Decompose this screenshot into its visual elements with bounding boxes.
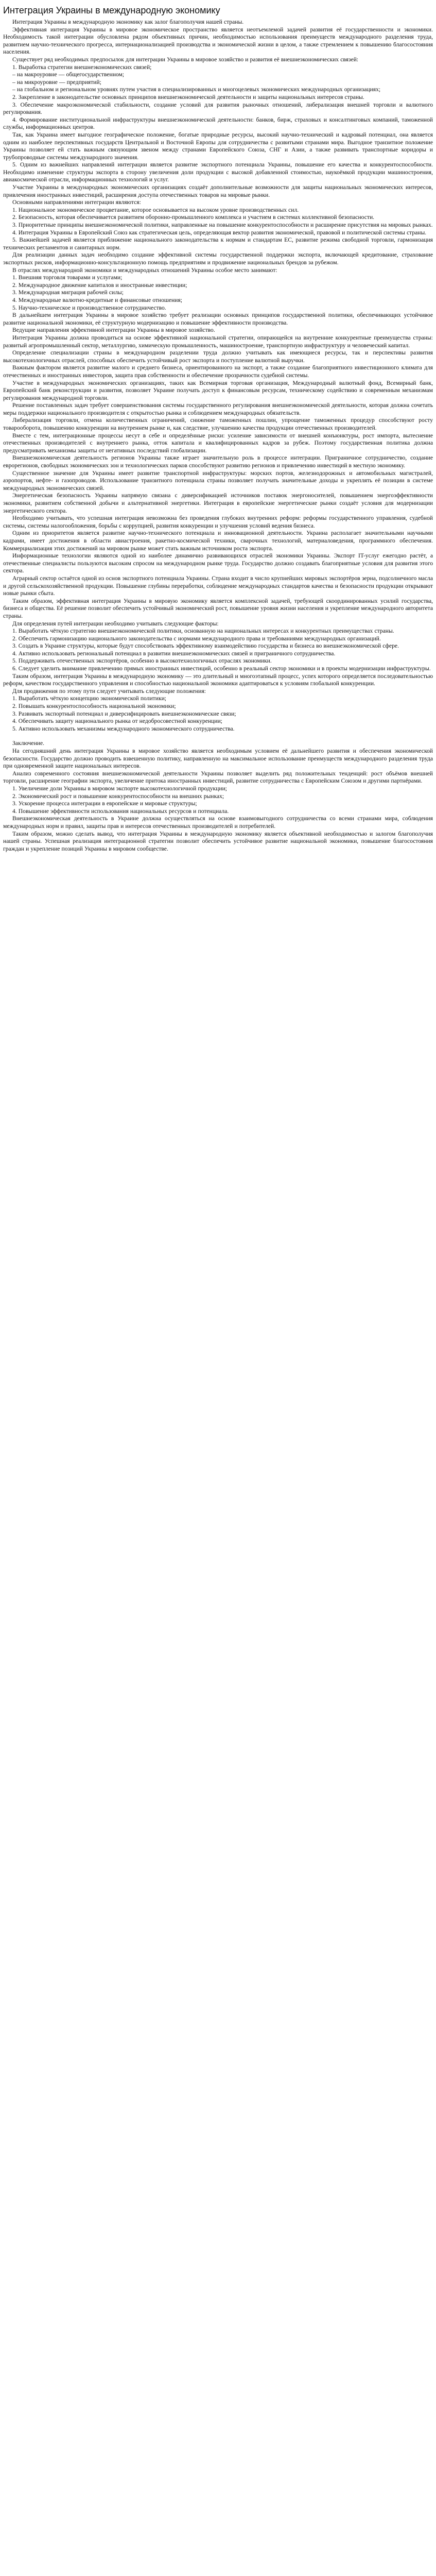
- document-body: [3, 19, 433, 853]
- paragraph: Существенное значение для Украины имеет развитие транспортной инфраструктуры: морских портов, железнодорожных и автомобильных магистралей, аэропортов, нефте- и газопроводов. Использование транзитного потенциала страны позволяет получать значительные доходы и укреплять её позиции в системе международных экономических связей.: [3, 469, 433, 492]
- paragraph: Участие в международных экономических организациях, таких как Всемирная торговая организация, Международный валютный фонд, Всемирный банк, Европейский банк реконструкции и развития, позволяет Украине получать доступ к финансовым ресурсам, техническому содействию и современным механизмам регулирования международной торговли.: [3, 379, 433, 401]
- paragraph: Энергетическая безопасность Украины напрямую связана с диверсификацией источников поставок энергоносителей, повышением энергоэффективности экономики, развитием собственной добычи и альтернативной энергетики. Интеграция в европейские энергетические рынки создаёт условия для модернизации энергетического сектора.: [3, 492, 433, 514]
- paragraph: 1. Внешняя торговля товарами и услугами;: [12, 274, 123, 281]
- paragraph: В дальнейшем интеграция Украины в мировое хозяйство требует реализации основных принципов государственной политики, обеспечивающих устойчивое развитие национальной экономики, её структурную модернизацию и повышение эффективности производства.: [3, 312, 433, 326]
- paragraph: 5. Одним из важнейших направлений интеграции является развитие экспортного потенциала Украины, повышение его качества и конкурентоспособности. Необходимо изменение структуры экспорта в сторону увеличения доли продукции с высокой добавленной стоимостью, наукоёмкой продукции машиностроения, авиакосмической отрасли, информационных технологий и услуг.: [3, 161, 433, 183]
- paragraph: 1. Национальное экономическое процветание, которое основывается на высоком уровне производственных сил.: [12, 206, 299, 213]
- paragraph: Для определения путей интеграции необходимо учитывать следующие факторы:: [12, 620, 219, 627]
- paragraph: Ведущие направления эффективной интеграции Украины в мировое хозяйство.: [12, 327, 215, 334]
- paragraph: Существует ряд необходимых предпосылок для интеграции Украины в мировое хозяйство и развития её внешнеэкономических связей:: [12, 56, 359, 63]
- paragraph: Информационные технологии являются одной из наиболее динамично развивающихся отраслей экономики Украины. Экспорт IT-услуг ежегодно растёт, а отечественные специалисты пользуются высоким спросом на международном рынке труда. Государство должно создавать благоприятные условия для развития этого сектора.: [3, 552, 433, 574]
- paragraph: Внешнеэкономическая деятельность в Украине должна осуществляться на основе взаимовыгодного сотрудничества со всеми странами мира, соблюдения международных норм и правил, защиты прав и интересов отечественных производителей и потребителей.: [3, 815, 433, 829]
- paragraph: 5. Поддерживать отечественных экспортёров, особенно в высокотехнологичных отраслях экономики.: [12, 657, 272, 665]
- paragraph: Либерализация торговли, отмена количественных ограничений, снижение таможенных пошлин, упрощение таможенных процедур способствуют росту товарооборота, повышению конкуренции на внутреннем рынке и, как следствие, улучшению качества продукции отечественных производителей.: [3, 417, 433, 432]
- paragraph: 2. Обеспечить гармонизацию национального законодательства с нормами международного права и требованиями международных организаций.: [12, 635, 381, 642]
- paragraph: Важным фактором является развитие малого и среднего бизнеса, ориентированного на экспорт, а также создание благоприятного инвестиционного климата для отечественных и иностранных инвесторов, защита прав собственности и обеспечение прозрачности судебной системы.: [3, 364, 433, 379]
- paragraph: 2. Закрепление в законодательстве основных принципов внешнеэкономической деятельности и защиты национальных интересов страны.: [12, 93, 364, 100]
- paragraph: Основными направлениями интеграции являются:: [12, 199, 141, 206]
- paragraph: Так, как Украина имеет выгодное географическое положение, богатые природные ресурсы, высокий научно-технический и кадровый потенциал, она является одним из наиболее перспективных государств Центральной и Восточной Европы для сотрудничества с развитыми странами мира. Выгодное транзитное положение Украины позволяет ей стать важным связующим звеном между странами Европейского Союза, СНГ и Азии, а также развивать транспортные коридоры и трубопроводные системы международного значения.: [3, 131, 433, 161]
- paragraph: На сегодняшний день интеграция Украины в мировое хозяйство является необходимым условием её дальнейшего развития и обеспечения экономической безопасности. Государство должно проводить взвешенную политику, направленную на максимальное использование преимуществ международного разделения труда при одновременной защите национальных интересов.: [3, 748, 433, 770]
- paragraph: Таким образом, интеграция Украины в международную экономику — это длительный и многоэтапный процесс, успех которого определяется последовательностью реформ, качеством государственного управления и способностью национальной экономики адаптироваться к условиям глобальной конкуренции.: [3, 672, 433, 687]
- paragraph: 1. Выработка стратегии внешнеэкономических связей;: [12, 63, 152, 71]
- paragraph: 5. Научно-техническое и производственное сотрудничество.: [12, 304, 166, 311]
- paragraph: 2. Безопасность, которая обеспечивается развитием оборонно-промышленного комплекса и участием в системах коллективной безопасности.: [12, 214, 375, 221]
- paragraph: – на микроуровне — предприятий;: [12, 78, 101, 86]
- paragraph: Интеграция Украины должна проводиться на основе эффективной национальной стратегии, опирающейся на внутренние конкурентные преимущества страны: развитый агропромышленный сектор, металлургию, химическую промышленность, машиностроение, транспортную инфраструктуру и человеческий капитал.: [3, 334, 433, 349]
- paragraph: Необходимо учитывать, что успешная интеграция невозможна без проведения глубоких внутренних реформ: реформы государственного управления, судебной системы, системы налогообложения, борьбы с коррупцией, развития конкуренции и улучшения условий ведения бизнеса.: [3, 515, 433, 529]
- paragraph: Анализ современного состояния внешнеэкономической деятельности Украины позволяет выделить ряд положительных тенденций: рост объёмов внешней торговли, расширение географии экспорта, увеличение притока иностранных инвестиций, развитие сотрудничества с Европейским Союзом и другими партнёрами.: [3, 770, 433, 785]
- paragraph: 1. Выработать чёткую стратегию внешнеэкономической политики, основанную на национальных интересах и конкурентных преимуществах страны.: [12, 628, 394, 635]
- paragraph: 2. Международное движение капиталов и иностранные инвестиции;: [12, 281, 187, 289]
- paragraph: 3. Приоритетные принципы внешнеэкономической политики, направленные на повышение конкурентоспособности и расширение присутствия на мировых рынках.: [12, 222, 433, 229]
- paragraph: 4. Активно использовать региональный потенциал в развитии внешнеэкономических связей и приграничного сотрудничества.: [12, 650, 336, 657]
- paragraph: Аграрный сектор остаётся одной из основ экспортного потенциала Украины. Страна входит в число крупнейших мировых экспортёров зерна, подсолнечного масла и другой сельскохозяйственной продукции. Повышение глубины переработки, соблюдение международных стандартов качества и безопасности продукции открывают новые рынки сбыта.: [3, 574, 433, 597]
- paragraph: Внешнеэкономическая деятельность регионов Украины также играет значительную роль в процессе интеграции. Приграничное сотрудничество, создание еврорегионов, свободных экономических зон и технологических парков способствуют развитию регионов и привлечению инвестиций в местную экономику.: [3, 454, 433, 469]
- paragraph: 5. Активно использовать механизмы международного экономического сотрудничества.: [12, 725, 235, 732]
- paragraph: – на макроуровне — общегосударственном;: [12, 71, 125, 78]
- paragraph: 1. Увеличение доли Украины в мировом экспорте высокотехнологичной продукции;: [12, 785, 227, 792]
- paragraph: Решение поставленных задач требует совершенствования системы государственного регулирования внешнеэкономической деятельности, которая должна сочетать меры поддержки национального производителя с открытостью рынка и соблюдением международных обязательств.: [3, 402, 433, 416]
- paragraph: 4. Обеспечивать защиту национального рынка от недобросовестной конкуренции;: [12, 718, 222, 725]
- paragraph: 4. Международные валютно-кредитные и финансовые отношения;: [12, 296, 182, 303]
- paragraph: Интеграция Украины в международную экономику как залог благополучия нашей страны.: [12, 19, 244, 25]
- paragraph: 3. Обеспечение макроэкономической стабильности, создание условий для развития рыночных отношений, либерализация внешней торговли и валютного регулирования.: [3, 101, 433, 116]
- paragraph: Участие Украины в международных экономических организациях создаёт дополнительные возможности для защиты национальных экономических интересов, привлечения иностранных инвестиций, расширения доступа отечественных товаров на мировые рынки.: [3, 184, 433, 198]
- page-title: Интеграция Украины в международную экономику: [3, 5, 220, 15]
- paragraph: 3. Развивать экспортный потенциал и диверсифицировать внешнеэкономические связи;: [12, 710, 236, 717]
- paragraph: Определение специализации страны в международном разделении труда должно учитывать как имеющиеся ресурсы, так и перспективы развития высокотехнологичных отраслей, способных обеспечить устойчивый рост экспорта и поступление валютной выручки.: [3, 349, 433, 364]
- paragraph: 2. Экономический рост и повышение конкурентоспособности на внешних рынках;: [12, 792, 224, 800]
- paragraph: 5. Важнейшей задачей является приближение национального законодательства к нормам и стандартам ЕС, развитие режима свободной торговли, гармонизация технических регламентов и санитарных норм.: [3, 236, 433, 251]
- paragraph: 4. Повышение эффективности использования национальных ресурсов и потенциала.: [12, 807, 229, 815]
- paragraph: Таким образом, эффективная интеграция Украины в мировую экономику является комплексной задачей, требующей скоординированных усилий государства, бизнеса и общества. Её решение позволит обеспечить устойчивый экономический рост, повышение уровня жизни населения и укрепление международного авторитета страны.: [3, 597, 433, 619]
- paragraph: Таким образом, можно сделать вывод, что интеграция Украины в международную экономику является объективной необходимостью и залогом благополучия нашей страны. Успешная реализация интеграционной стратегии позволит обеспечить устойчивое развитие национальной экономики, повышение благосостояния граждан и укрепление позиций Украины в мировом сообществе.: [3, 830, 433, 852]
- paragraph: 1. Выработать чёткую концепцию экономической политики;: [12, 695, 167, 702]
- paragraph: 3. Международная миграция рабочей силы;: [12, 289, 124, 296]
- paragraph: Вместе с тем, интеграционные процессы несут в себе и определённые риски: усиление зависимости от внешней конъюнктуры, рост импорта, вытеснение отечественных производителей с внутреннего рынка, отток капитала и квалифицированных кадров за рубеж. Поэтому государственная политика должна предусматривать механизмы защиты от негативных последствий глобализации.: [3, 432, 433, 454]
- paragraph: 3. Создать в Украине структуры, которые будут способствовать эффективному взаимодействию государства и бизнеса во внешнеэкономической сфере.: [12, 642, 399, 650]
- paragraph: 6. Следует уделить внимание привлечению прямых иностранных инвестиций, особенно в реальный сектор экономики и в проекты модернизации инфраструктуры.: [12, 665, 431, 672]
- paragraph: – на глобальном и региональном уровнях путем участия в специализированных и многоцелевых экономических международных организациях;: [12, 86, 381, 93]
- paragraph: 4. Формирование институциональной инфраструктуры внешнеэкономической деятельности: банков, бирж, страховых и консалтинговых компаний, таможенной службы, информационных центров.: [3, 116, 433, 131]
- document-page: [0, 0, 436, 858]
- paragraph: В отраслях международной экономики и международных отношений Украины особое место занимают:: [12, 266, 277, 274]
- paragraph: 4. Интеграция Украины в Европейский Союз как стратегическая цель, определяющая вектор развития экономической, правовой и политической системы страны.: [12, 229, 427, 236]
- paragraph: Одним из приоритетов является развитие научно-технического потенциала и инновационной деятельности. Украина располагает значительными научными кадрами, имеет достижения в области авиастроения, ракетно-космической техники, сварочных технологий, материаловедения, программного обеспечения. Коммерциализация этих достижений на мировом рынке может стать важным источником роста экспорта.: [3, 530, 433, 552]
- paragraph: 2. Повышать конкурентоспособность национальной экономики;: [12, 703, 176, 710]
- paragraph: 3. Ускорение процесса интеграции в европейские и мировые структуры;: [12, 800, 197, 807]
- paragraph: Для продвижения по этому пути следует учитывать следующие положения:: [12, 687, 206, 694]
- paragraph: Эффективная интеграция Украины в мировое экономическое пространство является неотъемлемой задачей развития её государственности и экономики. Необходимость такой интеграции обусловлена рядом объективных причин, необходимостью использования преимуществ международного разделения труда, развитием научно-технического прогресса, интернационализацией производства и экономической жизни в целом, а также стремлением к повышению благосостояния населения.: [3, 26, 433, 56]
- paragraph: Для реализации данных задач необходимо создание эффективной системы государственной поддержки экспорта, включающей кредитование, страхование экспортных рисков, информационно-консультационную помощь предприятиям и продвижение национальных брендов за рубежом.: [3, 251, 433, 266]
- paragraph: Заключение.: [12, 740, 45, 747]
